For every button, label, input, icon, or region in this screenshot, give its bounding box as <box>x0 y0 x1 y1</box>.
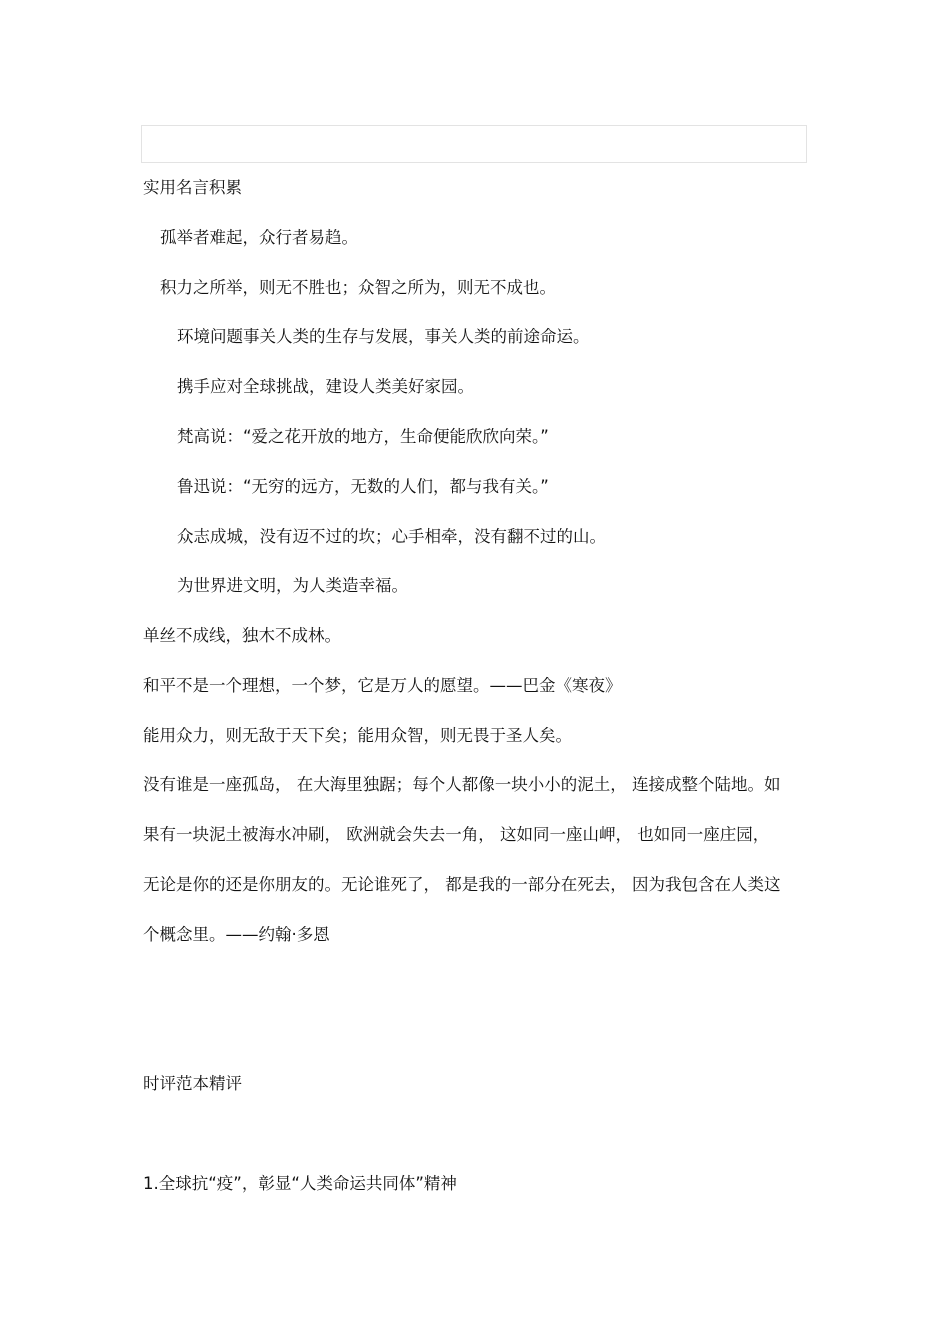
quote-line: 和平不是一个理想，一个梦，它是万人的愿望。——巴金《寒夜》 <box>143 676 622 695</box>
review-section-title: 时评范本精评 <box>143 1074 242 1093</box>
donne-quote-line: 没有谁是一座孤岛， 在大海里独踞；每个人都像一块小小的泥土， 连接成整个陆地。如 <box>143 775 781 794</box>
donne-quote-line: 无论是你的还是你朋友的。无论谁死了， 都是我的一部分在死去， 因为我包含在人类这 <box>143 875 781 894</box>
quote-line: 为世界进文明，为人类造幸福。 <box>177 576 408 595</box>
quote-line: 单丝不成线，独木不成林。 <box>143 626 341 645</box>
quote-line: 携手应对全球挑战，建设人类美好家园。 <box>177 377 474 396</box>
section-title: 实用名言积累 <box>143 178 242 197</box>
quote-line: 鲁迅说：“无穷的远方，无数的人们，都与我有关。” <box>177 477 549 496</box>
donne-quote-line: 果有一块泥土被海水冲刷， 欧洲就会失去一角， 这如同一座山岬， 也如同一座庄园， <box>143 825 770 844</box>
quote-line: 孤举者难起，众行者易趋。 <box>160 228 358 247</box>
donne-quote-line: 个概念里。——约翰·多恩 <box>143 925 330 944</box>
quote-line: 众志成城，没有迈不过的坎；心手相牵，没有翻不过的山。 <box>177 527 606 546</box>
header-box <box>141 125 807 163</box>
article-title: 1.全球抗“疫”，彰显“人类命运共同体”精神 <box>143 1174 457 1193</box>
quote-line: 环境问题事关人类的生存与发展，事关人类的前途命运。 <box>177 327 590 346</box>
quote-line: 梵高说：“爱之花开放的地方，生命便能欣欣向荣。” <box>177 427 549 446</box>
quote-line: 能用众力，则无敌于天下矣；能用众智，则无畏于圣人矣。 <box>143 726 572 745</box>
quote-line: 积力之所举，则无不胜也；众智之所为，则无不成也。 <box>160 278 556 297</box>
